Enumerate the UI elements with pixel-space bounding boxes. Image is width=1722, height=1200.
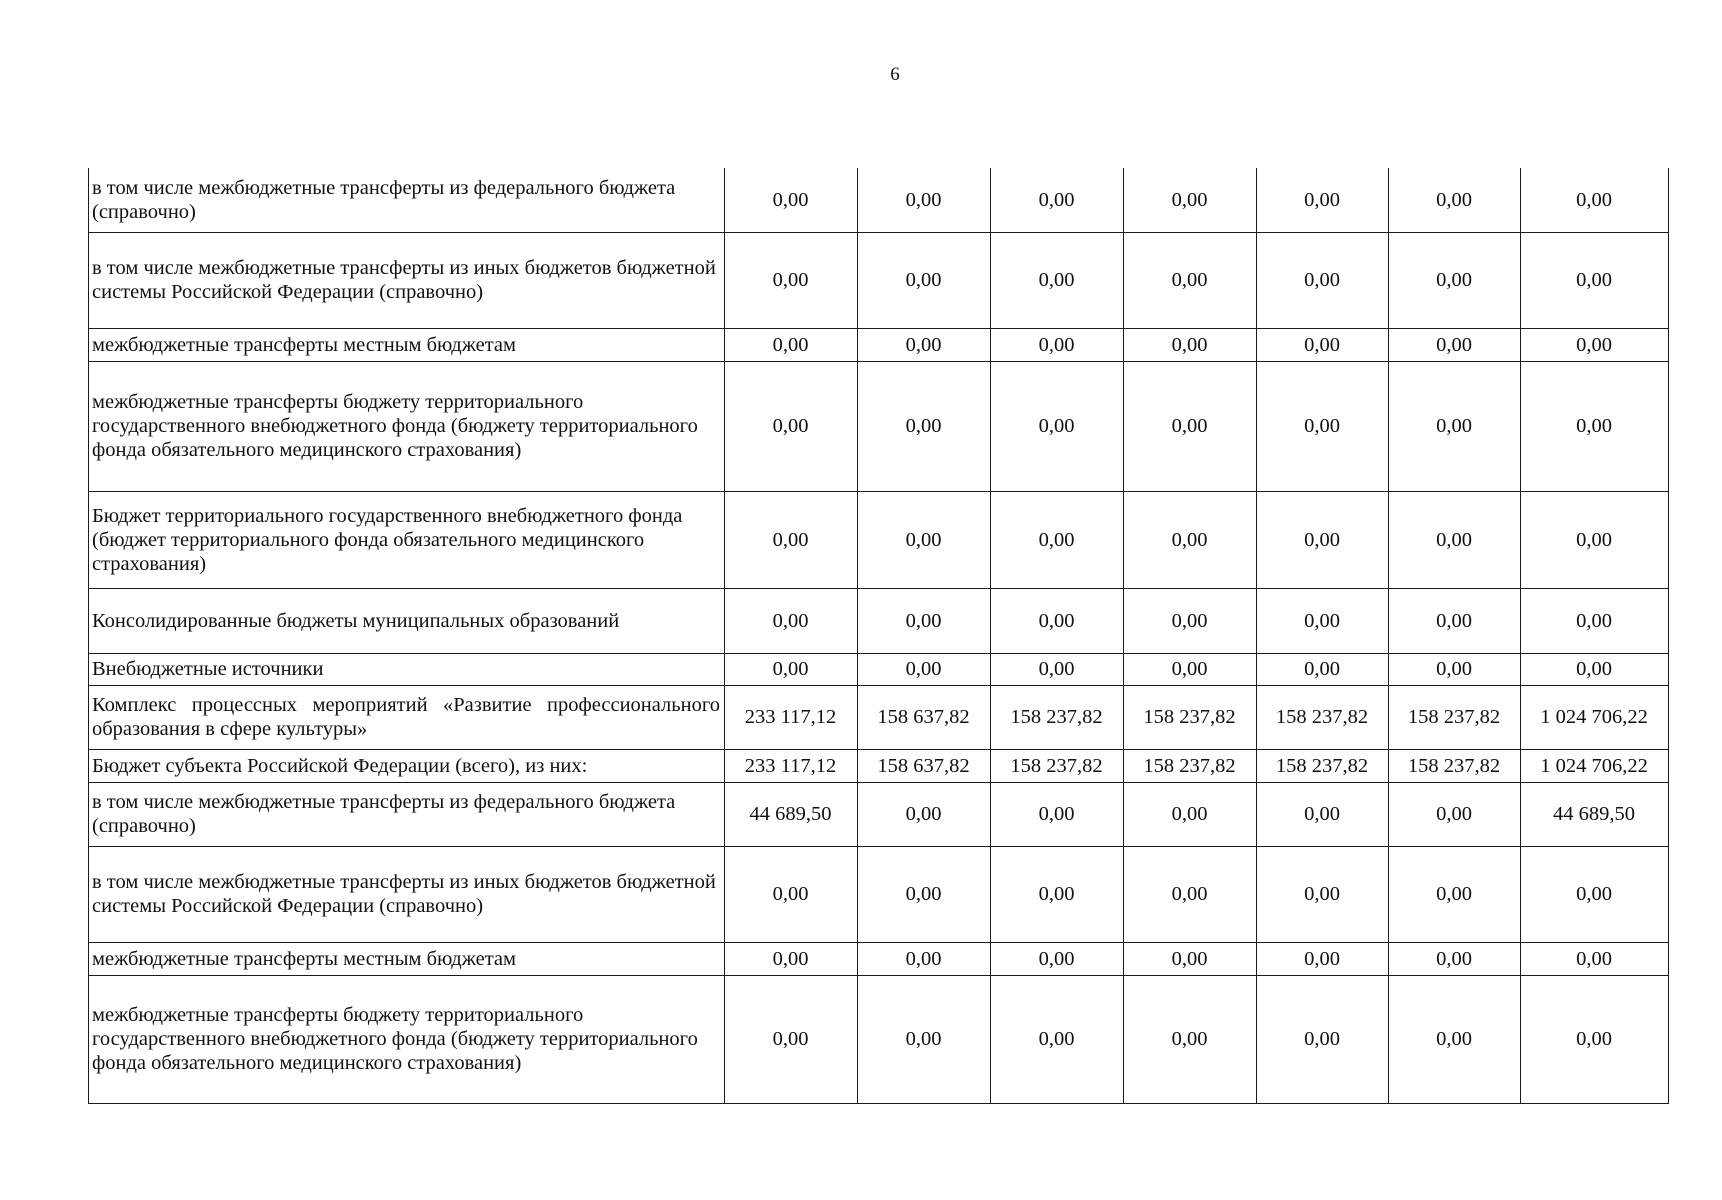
value-cell: 0,00	[725, 653, 858, 685]
value-cell: 0,00	[1124, 168, 1257, 232]
row-label: в том числе межбюджетные трансферты из иных бюджетов бюджетной системы Российской Федерации (справочно)	[89, 846, 725, 942]
page-number: 6	[890, 64, 900, 85]
table-row	[89, 749, 1669, 782]
value-cell: 44 689,50	[725, 782, 858, 846]
value-cell: 0,00	[1124, 588, 1257, 653]
table-row	[89, 782, 1669, 846]
value-cell: 0,00	[1521, 653, 1669, 685]
value-cell: 0,00	[858, 975, 991, 1103]
value-cell: 158 237,82	[1124, 685, 1257, 749]
value-cell: 0,00	[991, 588, 1124, 653]
value-cell: 0,00	[1389, 942, 1521, 975]
value-cell: 0,00	[1257, 588, 1389, 653]
value-cell: 0,00	[1124, 782, 1257, 846]
value-cell: 0,00	[1257, 782, 1389, 846]
value-cell: 0,00	[1124, 846, 1257, 942]
value-cell: 0,00	[725, 328, 858, 361]
value-cell: 0,00	[725, 588, 858, 653]
value-cell: 0,00	[991, 846, 1124, 942]
table-row	[89, 685, 1669, 749]
row-label: Консолидированные бюджеты муниципальных образований	[89, 588, 725, 653]
row-label: межбюджетные трансферты бюджету территориального государственного внебюджетного фонда (бюджету территориального фонда обязательного медицинского страхования)	[89, 361, 725, 491]
table-row	[89, 168, 1669, 232]
value-cell: 0,00	[1124, 232, 1257, 328]
value-cell: 0,00	[991, 942, 1124, 975]
value-cell: 0,00	[858, 328, 991, 361]
value-cell: 0,00	[991, 975, 1124, 1103]
value-cell: 0,00	[725, 975, 858, 1103]
row-label: Бюджет субъекта Российской Федерации (всего), из них:	[89, 749, 725, 782]
value-cell: 0,00	[858, 168, 991, 232]
row-label: в том числе межбюджетные трансферты из федерального бюджета (справочно)	[89, 782, 725, 846]
value-cell: 158 237,82	[991, 749, 1124, 782]
value-cell: 0,00	[1257, 232, 1389, 328]
value-cell: 1 024 706,22	[1521, 685, 1669, 749]
value-cell: 158 237,82	[1124, 749, 1257, 782]
table-row	[89, 328, 1669, 361]
value-cell: 0,00	[1124, 942, 1257, 975]
table-row	[89, 232, 1669, 328]
value-cell: 0,00	[725, 846, 858, 942]
row-label: в том числе межбюджетные трансферты из иных бюджетов бюджетной системы Российской Федерации (справочно)	[89, 232, 725, 328]
value-cell: 158 237,82	[1257, 685, 1389, 749]
value-cell: 0,00	[1124, 653, 1257, 685]
value-cell: 0,00	[858, 782, 991, 846]
table-row	[89, 361, 1669, 491]
value-cell: 0,00	[1257, 491, 1389, 588]
value-cell: 0,00	[858, 942, 991, 975]
value-cell: 0,00	[1257, 846, 1389, 942]
value-cell: 0,00	[1521, 168, 1669, 232]
row-label: Комплекс процессных мероприятий «Развитие профессионального образования в сфере культуры»	[89, 685, 725, 749]
value-cell: 0,00	[1389, 588, 1521, 653]
value-cell: 0,00	[1389, 653, 1521, 685]
value-cell: 0,00	[1257, 653, 1389, 685]
value-cell: 0,00	[1257, 361, 1389, 491]
value-cell: 0,00	[991, 653, 1124, 685]
value-cell: 0,00	[858, 653, 991, 685]
value-cell: 0,00	[1521, 491, 1669, 588]
value-cell: 0,00	[1257, 168, 1389, 232]
value-cell: 0,00	[1389, 491, 1521, 588]
value-cell: 0,00	[991, 361, 1124, 491]
value-cell: 0,00	[1257, 942, 1389, 975]
value-cell: 233 117,12	[725, 749, 858, 782]
value-cell: 0,00	[1124, 975, 1257, 1103]
value-cell: 0,00	[991, 168, 1124, 232]
value-cell: 0,00	[1521, 328, 1669, 361]
row-label: Внебюджетные источники	[89, 653, 725, 685]
value-cell: 0,00	[1389, 361, 1521, 491]
value-cell: 158 237,82	[991, 685, 1124, 749]
value-cell: 0,00	[991, 491, 1124, 588]
value-cell: 0,00	[725, 232, 858, 328]
value-cell: 0,00	[725, 491, 858, 588]
value-cell: 158 637,82	[858, 685, 991, 749]
value-cell: 0,00	[1389, 846, 1521, 942]
value-cell: 0,00	[858, 846, 991, 942]
budget-table	[88, 168, 1669, 1104]
value-cell: 233 117,12	[725, 685, 858, 749]
value-cell: 0,00	[1257, 328, 1389, 361]
value-cell: 0,00	[725, 942, 858, 975]
value-cell: 0,00	[858, 232, 991, 328]
table-row	[89, 588, 1669, 653]
value-cell: 0,00	[1389, 782, 1521, 846]
table-row	[89, 846, 1669, 942]
value-cell: 0,00	[1124, 361, 1257, 491]
value-cell: 0,00	[858, 588, 991, 653]
value-cell: 0,00	[1521, 588, 1669, 653]
row-label: межбюджетные трансферты бюджету территориального государственного внебюджетного фонда (бюджету территориального фонда обязательного медицинского страхования)	[89, 975, 725, 1103]
value-cell: 158 637,82	[858, 749, 991, 782]
value-cell: 0,00	[858, 361, 991, 491]
value-cell: 1 024 706,22	[1521, 749, 1669, 782]
value-cell: 0,00	[991, 232, 1124, 328]
value-cell: 44 689,50	[1521, 782, 1669, 846]
table-row	[89, 491, 1669, 588]
value-cell: 0,00	[1389, 232, 1521, 328]
value-cell: 158 237,82	[1389, 685, 1521, 749]
value-cell: 0,00	[1521, 975, 1669, 1103]
row-label: межбюджетные трансферты местным бюджетам	[89, 328, 725, 361]
value-cell: 158 237,82	[1257, 749, 1389, 782]
table-row	[89, 942, 1669, 975]
table-row	[89, 975, 1669, 1103]
value-cell: 0,00	[1257, 975, 1389, 1103]
value-cell: 0,00	[1389, 168, 1521, 232]
value-cell: 0,00	[858, 491, 991, 588]
value-cell: 0,00	[1389, 975, 1521, 1103]
value-cell: 0,00	[725, 168, 858, 232]
value-cell: 0,00	[1124, 491, 1257, 588]
value-cell: 0,00	[1389, 328, 1521, 361]
row-label: межбюджетные трансферты местным бюджетам	[89, 942, 725, 975]
value-cell: 0,00	[991, 328, 1124, 361]
row-label: Бюджет территориального государственного внебюджетного фонда (бюджет территориального фонда обязательного медицинского страхования)	[89, 491, 725, 588]
value-cell: 0,00	[1124, 328, 1257, 361]
row-label: в том числе межбюджетные трансферты из федерального бюджета (справочно)	[89, 168, 725, 232]
value-cell: 0,00	[1521, 232, 1669, 328]
value-cell: 0,00	[1521, 942, 1669, 975]
value-cell: 0,00	[1521, 846, 1669, 942]
value-cell: 158 237,82	[1389, 749, 1521, 782]
value-cell: 0,00	[725, 361, 858, 491]
value-cell: 0,00	[1521, 361, 1669, 491]
value-cell: 0,00	[991, 782, 1124, 846]
table-row	[89, 653, 1669, 685]
